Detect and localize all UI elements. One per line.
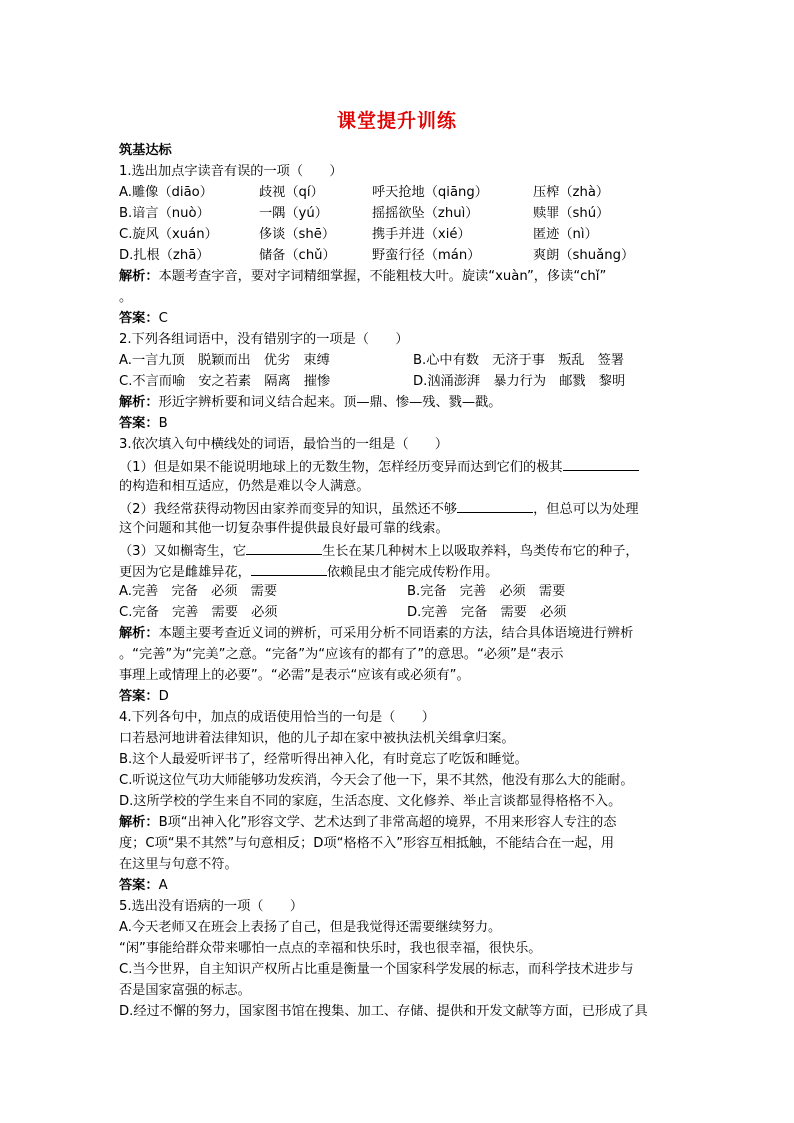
q2-answer <box>119 414 679 434</box>
question-5-stem: 5.选出没有语病的一项（ ） <box>119 899 304 914</box>
answer-label: 答案： <box>119 878 159 893</box>
q3-sentence-1 <box>119 456 679 478</box>
q3-s3c-text: 更因为它是雌雄异花， <box>119 565 251 580</box>
q3-option-d: D.完善 完备 需要 必须 <box>407 605 567 620</box>
q3-analysis <box>119 624 679 644</box>
question-2-stem: 2.下列各组词语中，没有错别字的一项是（ ） <box>119 332 409 347</box>
analysis-label: 解析： <box>119 269 159 284</box>
q4-option-d: D.这所学校的学生来自不同的家庭，生活态度、文化修养、举止言谈都显得格格不入。 <box>119 794 622 809</box>
q4-analysis-cont-2: 在这里与句意不符。 <box>119 857 238 872</box>
q1-b-2: 一隅（yú） <box>259 206 328 221</box>
q1-d-4: 爽朗（shuǎng） <box>533 248 635 263</box>
analysis-label: 解析： <box>119 395 159 410</box>
q1-c-3: 携手并进（xié） <box>372 227 471 242</box>
fill-blank <box>563 456 639 471</box>
q1-c-4: 匿迹（nì） <box>533 227 598 242</box>
q4-analysis-text: B项“出神入化”形容文学、艺术达到了非常高超的境界，不用来形容人专注的态 <box>158 815 617 830</box>
q3-option-b: B.完备 完善 必须 需要 <box>407 584 566 599</box>
q3-answer <box>119 687 679 707</box>
section-heading: 筑基达标 <box>119 143 172 158</box>
question-3-stem: 3.依次填入句中横线处的词语，最恰当的一组是（ ） <box>119 437 449 452</box>
q3-option-a: A.完善 完备 必须 需要 <box>119 584 278 599</box>
page-title: 课堂提升训练 <box>336 110 457 132</box>
q2-option-b: B.心中有数 无济于事 叛乱 签署 <box>413 353 625 368</box>
q3-answer-value: D <box>158 689 169 704</box>
q1-b-4: 赎罪（shú） <box>533 206 610 221</box>
q3-s3-text-after: 生长在某几种树木上以吸取养料，鸟类传布它的种子， <box>322 544 639 559</box>
answer-label: 答案： <box>119 689 159 704</box>
answer-label: 答案： <box>119 311 159 326</box>
q3-sentence-3-cont <box>119 561 679 583</box>
q1-answer-value: C <box>158 311 168 326</box>
q1-d-1: D.扎根（zhā） <box>119 248 210 263</box>
q3-s1-text: （1）但是如果不能说明地球上的无数生物，怎样经历变异而达到它们的极其 <box>119 460 563 475</box>
q1-a-1: A.雕像（diāo） <box>119 185 213 200</box>
q3-s3d-text: 依赖昆虫才能完成传粉作用。 <box>326 565 499 580</box>
q3-sentence-2-cont: 这个问题和其他一切复杂事件提供最良好最可靠的线索。 <box>119 521 449 536</box>
q5-option-c: C.当今世界，自主知识产权所占比重是衡量一个国家科学发展的标志，而科学技术进步与 <box>119 962 634 977</box>
q5-option-b: “闲”事能给群众带来哪怕一点点的幸福和快乐时，我也很幸福，很快乐。 <box>119 941 542 956</box>
fill-blank <box>246 540 322 555</box>
q1-answer <box>119 309 679 329</box>
question-4-stem: 4.下列各句中，加点的成语使用恰当的一句是（ ） <box>119 710 435 725</box>
q3-sentence-3 <box>119 540 679 562</box>
q4-answer-value: A <box>158 878 168 893</box>
q1-analysis-cont: 。 <box>119 290 133 305</box>
q3-sentence-1-cont: 的构造和相互适应，仍然是难以令人满意。 <box>119 479 370 494</box>
q3-option-c: C.完备 完善 需要 必须 <box>119 605 278 620</box>
q1-a-4: 压榨（zhà） <box>533 185 610 200</box>
q2-option-c: C.不言而喻 安之若素 隔离 摧惨 <box>119 374 331 389</box>
q4-analysis-cont-1: 度；C项“果不其然”与句意相反；D项“格格不入”形容互相抵触，不能结合在一起，用 <box>119 836 615 851</box>
q5-option-a: A.今天老师又在班会上表扬了自己，但是我觉得还需要继续努力。 <box>119 920 502 935</box>
q5-option-c-cont: 否是国家富强的标志。 <box>119 983 251 998</box>
analysis-label: 解析： <box>119 626 159 641</box>
q1-c-2: 侈谈（shē） <box>259 227 336 242</box>
q3-s2-text-after: ，但总可以为处理 <box>533 502 639 517</box>
q1-c-1: C.旋风（xuán） <box>119 227 218 242</box>
q2-option-d: D.汹涌澎湃 暴力行为 邮戮 黎明 <box>413 374 626 389</box>
q5-option-d: D.经过不懈的努力，国家图书馆在搜集、加工、存储、提供和开发文献等方面，已形成了具 <box>119 1004 648 1019</box>
q1-a-2: 歧视（qí） <box>259 185 324 200</box>
fill-blank <box>457 498 533 513</box>
question-1-stem: 1.选出加点字读音有误的一项（ ） <box>119 164 343 179</box>
q1-a-3: 呼天抢地（qiāng） <box>372 185 488 200</box>
q3-analysis-text: 本题主要考查近义词的辨析，可采用分析不同语素的方法，结合具体语境进行辨析 <box>158 626 634 641</box>
fill-blank <box>251 561 327 576</box>
analysis-label: 解析： <box>119 815 159 830</box>
q2-answer-value: B <box>158 416 168 431</box>
q3-sentence-2 <box>119 498 679 520</box>
q3-analysis-cont-2: 事理上或情理上的必要”。“必需”是表示“应该有或必须有”。 <box>119 668 470 683</box>
q2-analysis <box>119 393 679 413</box>
q4-analysis <box>119 813 679 833</box>
q4-option-b: B.这个人最爱听评书了，经常听得出神入化，有时竟忘了吃饭和睡觉。 <box>119 752 528 767</box>
q4-answer <box>119 876 679 896</box>
q4-option-c: C.听说这位气功大师能够功发疾消，今天会了他一下，果不其然，他没有那么大的能耐。 <box>119 773 634 788</box>
q3-analysis-cont-1: 。“完善”为“完美”之意。“完备”为“应该有的都有了”的意思。“必须”是“表示 <box>119 647 564 662</box>
q3-s3-text: （3）又如槲寄生，它 <box>119 544 247 559</box>
q3-s2-text: （2）我经常获得动物因由家养而变异的知识，虽然还不够 <box>119 502 458 517</box>
q2-analysis-text: 形近字辨析要和词义结合起来。顶—鼎、惨—残、戮—戳。 <box>158 395 502 410</box>
q1-b-1: B.谙言（nuò） <box>119 206 210 221</box>
q1-d-3: 野蛮行径（mán） <box>372 248 481 263</box>
q1-analysis <box>119 267 679 287</box>
q1-d-2: 储备（chǔ） <box>259 248 336 263</box>
q4-option-a: 口若悬河地讲着法律知识，他的儿子却在家中被执法机关缉拿归案。 <box>119 731 515 746</box>
q2-option-a: A.一言九顶 脱颖而出 优劣 束缚 <box>119 353 330 368</box>
q1-analysis-text: 本题考查字音，要对字词精细掌握，不能粗枝大叶。旋读“xuàn”，侈读“chǐ” <box>158 269 607 284</box>
q1-b-3: 摇摇欲坠（zhuì） <box>372 206 479 221</box>
answer-label: 答案： <box>119 416 159 431</box>
